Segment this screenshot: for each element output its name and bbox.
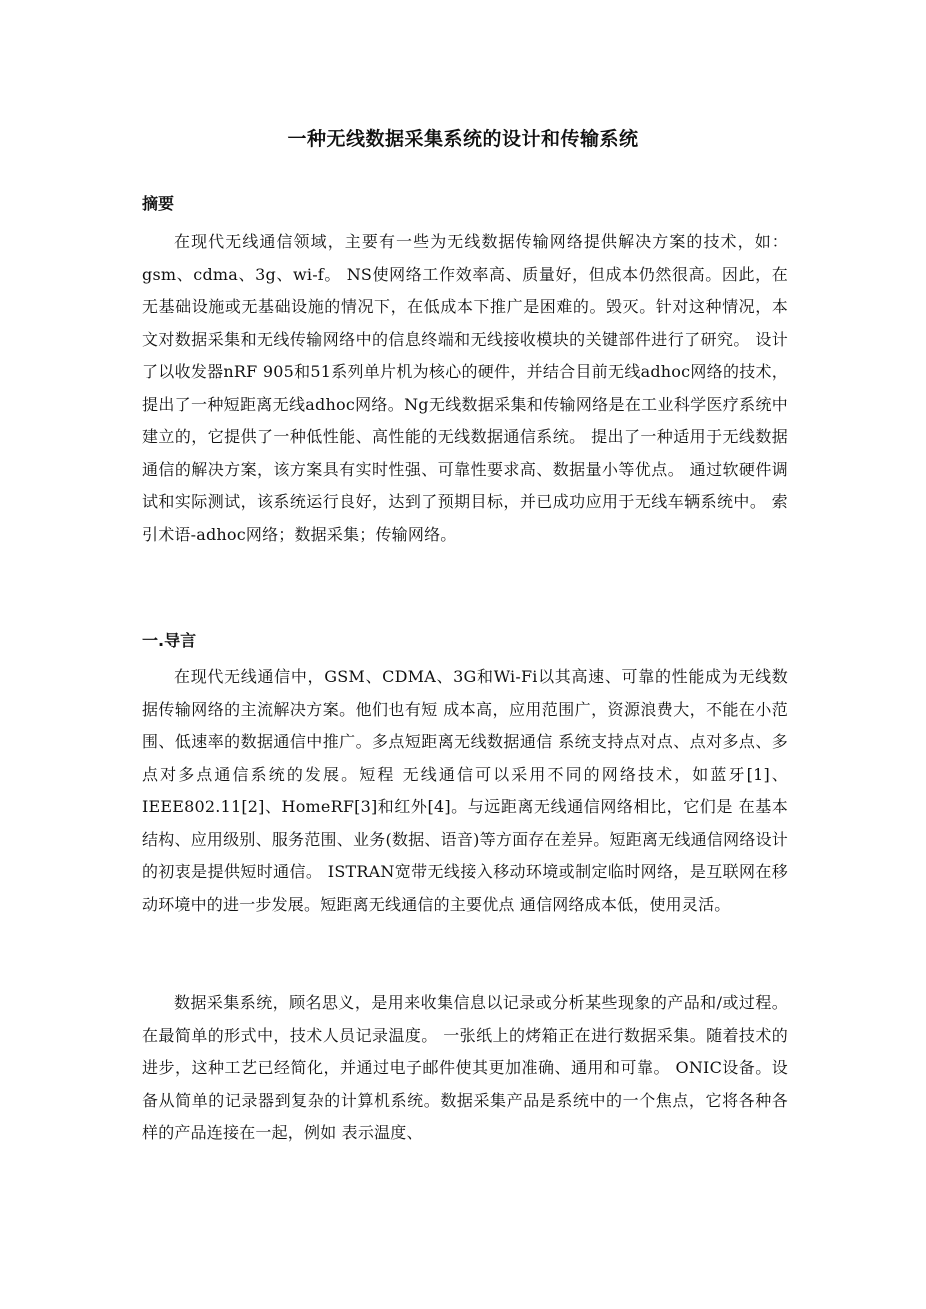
page-title: 一种无线数据采集系统的设计和传输系统 xyxy=(287,128,639,150)
abstract-paragraph: 在现代无线通信领域，主要有一些为无线数据传输网络提供解决方案的技术，如：gsm、cdma、3g、wi-f。 NS使网络工作效率高、质量好，但成本仍然很高。因此，在无基础设施或无基础设施的情况下，在低成本下推广是困难的。毁灭。针对这种情况，本文对数据采集和无线传输网络中的信息终端和无线接收模块的关键部件进行了研究。 设计了以收发器nRF 905和51系列单片机为核心的硬件，并结合目前无线adhoc网络的技术，提出了一种短距离无线adhoc网络。Ng无线数据采集和传输网络是在工业科学医疗系统中建立的，它提供了一种低性能、高性能的无线数据通信系统。 提出了一种适用于无线数据通信的解决方案，该方案具有实时性强、可靠性要求高、数据量小等优点。 通过软硬件调试和实际测试，该系统运行良好，达到了预期目标，并已成功应用于无线车辆系统中。 索引术语-adhoc网络；数据采集；传输网络。 xyxy=(142,232,788,544)
intro-heading: 一.导言 xyxy=(142,631,197,650)
intro-paragraph-2: 数据采集系统，顾名思义，是用来收集信息以记录或分析某些现象的产品和/或过程。在最简单的形式中，技术人员记录温度。 一张纸上的烤箱正在进行数据采集。随着技术的进步，这种工艺已经简化，并通过电子邮件使其更加准确、通用和可靠。 ONIC设备。设备从简单的记录器到复杂的计算机系统。数据采集产品是系统中的一个焦点，它将各种各样的产品连接在一起，例如 表示温度、 xyxy=(142,993,788,1142)
abstract-heading: 摘要 xyxy=(142,194,175,213)
intro-paragraph-1: 在现代无线通信中，GSM、CDMA、3G和Wi-Fi以其高速、可靠的性能成为无线数据传输网络的主流解决方案。他们也有短 成本高，应用范围广，资源浪费大，不能在小范围、低速率的数据通信中推广。多点短距离无线数据通信 系统支持点对点、点对多点、多点对多点通信系统的发展。短程 无线通信可以采用不同的网络技术，如蓝牙[1]、IEEE802.11[2]、HomeRF[3]和红外[4]。与远距离无线通信网络相比，它们是 在基本结构、应用级别、服务范围、业务(数据、语音)等方面存在差异。短距离无线通信网络设计的初衷是提供短时通信。 ISTRAN宽带无线接入移动环境或制定临时网络，是互联网在移动环境中的进一步发展。短距离无线通信的主要优点 通信网络成本低，使用灵活。 xyxy=(142,667,788,914)
